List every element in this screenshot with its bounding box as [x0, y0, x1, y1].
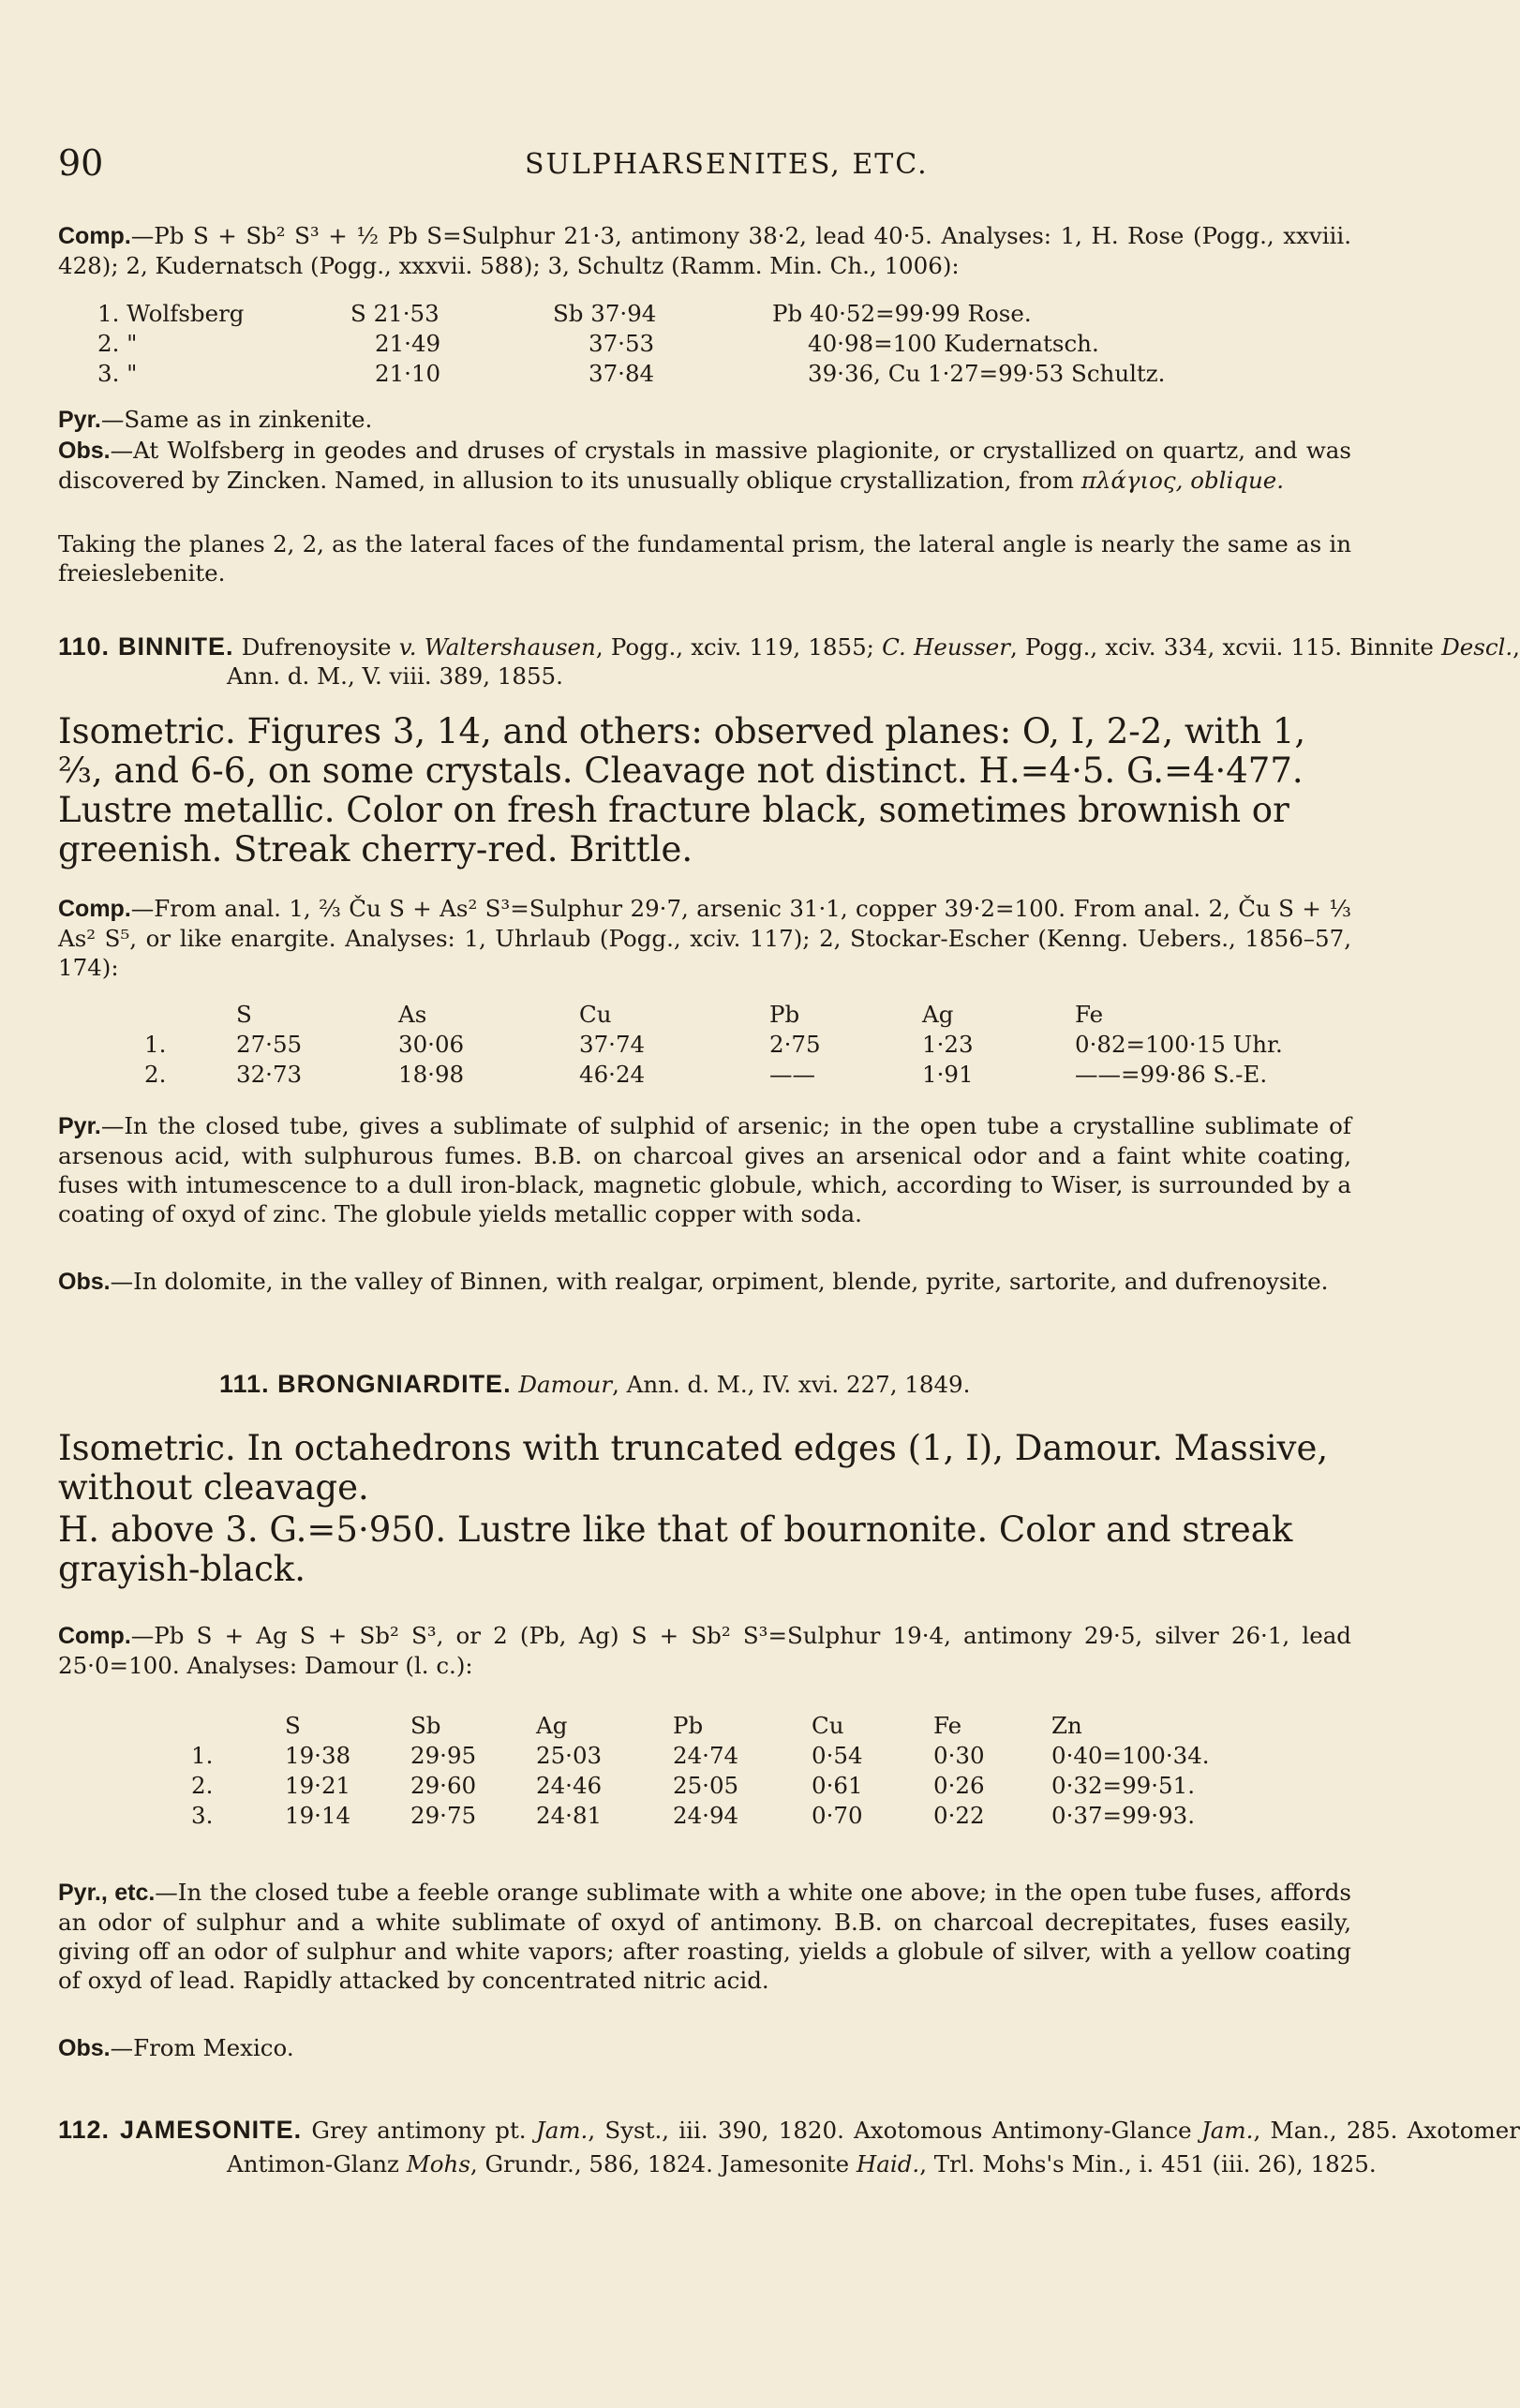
jamesonite-heading: 112. JAMESONITE.: [58, 2116, 303, 2144]
table-row: [187, 1772, 1214, 1802]
table-row: [94, 330, 1169, 360]
running-header: [58, 142, 1351, 184]
table-cell: 3.: [191, 1802, 214, 1829]
description-text: Isometric. Figures 3, 14, and others: observed planes: O, I, 2-2, with 1, ⅔, and 6-6, on some crystals. Cleavage not distinct. H.=4·5. G.=4·477. Lustre metallic. Color on fresh fracture black, sometimes brownish or greenish. Streak cherry-red. Brittle.: [58, 711, 1306, 870]
table-cell: 37·53: [589, 330, 655, 357]
table-cell: 29·95: [410, 1742, 477, 1769]
binnite-description: [58, 712, 1351, 870]
ref-author: Mohs: [406, 2150, 470, 2178]
table-cell: S 21·53: [350, 300, 440, 327]
table-cell: 29·60: [410, 1772, 477, 1799]
table-cell: 0·82=100·15 Uhr.: [1075, 1031, 1283, 1058]
table-header-row: [187, 1712, 1214, 1742]
jamesonite-header: [58, 2113, 1520, 2181]
table-cell: 32·73: [236, 1061, 303, 1088]
pyr-label: Pyr., etc.: [58, 1880, 156, 1906]
table-cell: 1·91: [922, 1061, 974, 1088]
binnite-header: [58, 632, 1520, 691]
table-cell: 1·23: [922, 1031, 974, 1058]
obs-text: —At Wolfsberg in geodes and druses of crystals in massive plagionite, or crystallized on quartz, and was discovered by Zincken. Named, in allusion to its unusually oblique crystallization, from: [58, 437, 1351, 494]
brongniardite-obs-paragraph: [58, 2033, 1351, 2063]
table-cell: 24·74: [673, 1742, 739, 1769]
table-header-cell: As: [398, 1001, 427, 1028]
pyr-label: Pyr.: [58, 1113, 101, 1139]
table-header-cell: Ag: [536, 1712, 568, 1739]
ref-author: Jam.: [535, 2117, 589, 2144]
pyr-text: —In the closed tube a feeble orange sublimate with a white one above; in the open tube fuses, affords an odor of sulphur and a white sublimate of oxyd of antimony. B.B. on charcoal decrepitates, fuses easily, giving off an odor of sulphur and white vapors; after roasting, yields a globule of silver, with a yellow coating of oxyd of lead. Rapidly attacked by concentrated nitric acid.: [58, 1879, 1351, 1994]
table-cell: 0·32=99·51.: [1051, 1772, 1196, 1799]
table-cell: 27·55: [236, 1031, 303, 1058]
table-cell: 30·06: [398, 1031, 465, 1058]
pyr-text: —In the closed tube, gives a sublimate of sulphid of arsenic; in the open tube a crystalline sublimate of arsenous acid, with sulphurous fumes. B.B. on charcoal gives an arsenical odor and a faint white coating, fuses with intumescence to a dull iron-black, magnetic globule, which, according to Wiser, is surrounded by a coating of oxyd of zinc. The globule yields metallic copper with soda.: [58, 1112, 1351, 1227]
table-cell: 25·03: [536, 1742, 603, 1769]
brongniardite-heading: 111. BRONGNIARDITE.: [219, 1370, 512, 1398]
ref-author: v. Waltershausen: [398, 633, 596, 661]
prev-obs-paragraph: [58, 436, 1351, 495]
obs-text: —From Mexico.: [110, 2034, 294, 2061]
ref-author: Haid.: [856, 2150, 920, 2178]
table-cell: 0·61: [812, 1772, 863, 1799]
brongniardite-description-2: [58, 1510, 1351, 1589]
description-text: H. above 3. G.=5·950. Lustre like that of bournonite. Color and streak grayish-black.: [58, 1509, 1293, 1589]
table-cell: 37·74: [579, 1031, 646, 1058]
table-header-row: [141, 1001, 1287, 1031]
taking-text: Taking the planes 2, 2, as the lateral faces of the fundamental prism, the lateral angle is nearly the same as in freieslebenite.: [58, 530, 1351, 587]
greek-word: πλάγιος, oblique.: [1080, 467, 1285, 494]
table-header-cell: [141, 1001, 232, 1031]
table-cell: 29·75: [410, 1802, 477, 1829]
table-cell: 25·05: [673, 1772, 739, 1799]
table-header-cell: S: [236, 1001, 252, 1028]
ref-text: , Grundr., 586, 1824. Jamesonite: [469, 2150, 850, 2178]
ref-text: , Man., 285. Axotomer Antimon-Glanz: [227, 2117, 1520, 2178]
table-cell: 24·46: [536, 1772, 603, 1799]
description-text: Isometric. In octahedrons with truncated edges (1, I), Damour. Massive, without cleavage.: [58, 1428, 1329, 1508]
ref-author: C. Heusser: [882, 633, 1011, 661]
binnite-analysis-table: [141, 1001, 1287, 1091]
ref-text: , Ann. d. M., IV. xvi. 227, 1849.: [612, 1371, 971, 1398]
table-cell: 0·26: [933, 1772, 985, 1799]
table-cell: 0·54: [812, 1742, 863, 1769]
prev-taking-paragraph: [58, 529, 1351, 587]
table-header-cell: [187, 1712, 281, 1742]
table-row: [141, 1031, 1287, 1061]
ref-text: , Pogg., xciv. 334, xcvii. 115. Binnite: [1010, 633, 1434, 661]
obs-label: Obs.: [58, 2035, 111, 2061]
table-cell: 2·75: [769, 1031, 821, 1058]
table-row: [187, 1742, 1214, 1772]
table-row: [94, 360, 1169, 390]
prev-pyr-paragraph: [58, 405, 1351, 435]
prev-analysis-table: [94, 300, 1169, 390]
prev-comp-paragraph: [58, 221, 1351, 280]
table-header-cell: Cu: [579, 1001, 612, 1028]
page-number: 90: [58, 142, 104, 184]
ref-text: , Ann. d. M., V. viii. 389, 1855.: [227, 633, 1520, 690]
table-cell: 0·37=99·93.: [1051, 1802, 1196, 1829]
table-cell: 1. Wolfsberg: [97, 300, 245, 327]
table-header-cell: Pb: [673, 1712, 704, 1739]
brongniardite-description-1: [58, 1429, 1351, 1508]
table-cell: 18·98: [398, 1061, 465, 1088]
ref-author: Jam.: [1200, 2117, 1254, 2144]
table-cell: 37·84: [589, 360, 655, 387]
table-cell: 46·24: [579, 1061, 646, 1088]
comp-text: —Pb S + Sb² S³ + ½ Pb S=Sulphur 21·3, antimony 38·2, lead 40·5. Analyses: 1, H. Rose (Pogg., xxviii. 428); 2, Kudernatsch (Pogg., xxxvii. 588); 3, Schultz (Ramm. Min. Ch., 1006):: [58, 222, 1351, 279]
brongniardite-comp-paragraph: [58, 1621, 1351, 1680]
running-title: SULPHARSENITES, ETC.: [525, 148, 929, 181]
binnite-heading: 110. BINNITE.: [58, 632, 234, 661]
table-cell: 0·30: [933, 1742, 985, 1769]
table-cell: 24·94: [673, 1802, 739, 1829]
table-cell: 2. ": [97, 330, 138, 357]
table-cell: 21·10: [375, 360, 441, 387]
table-cell: ——: [769, 1061, 815, 1088]
obs-text: —In dolomite, in the valley of Binnen, with realgar, orpiment, blende, pyrite, sartorite, and dufrenoysite.: [110, 1268, 1329, 1295]
table-cell: 1.: [144, 1031, 167, 1058]
table-row: [94, 300, 1169, 330]
comp-text: —From anal. 1, ⅔ Ču S + As² S³=Sulphur 29·7, arsenic 31·1, copper 39·2=100. From anal. 2, Ču S + ⅓ As² S⁵, or like enargite. Analyses: 1, Uhrlaub (Pogg., xciv. 117); 2, Stockar-Escher (Kenng. Uebers., 1856–57, 174):: [58, 895, 1351, 981]
comp-label: Comp.: [58, 896, 131, 922]
ref-text: , Trl. Mohs's Min., i. 451 (iii. 26), 1825.: [919, 2150, 1377, 2178]
table-cell: 39·36, Cu 1·27=99·53 Schultz.: [808, 360, 1166, 387]
table-cell: 0·70: [812, 1802, 863, 1829]
pyr-label: Pyr.: [58, 407, 101, 433]
binnite-pyr-paragraph: [58, 1111, 1351, 1228]
table-cell: Sb 37·94: [553, 300, 657, 327]
table-cell: ——=99·86 S.-E.: [1075, 1061, 1268, 1088]
table-cell: 0·22: [933, 1802, 985, 1829]
ref-text: Grey antimony pt.: [311, 2117, 527, 2144]
table-header-cell: Sb: [410, 1712, 441, 1739]
brongniardite-analysis-table: [187, 1712, 1214, 1832]
table-header-cell: Ag: [922, 1001, 954, 1028]
table-cell: 0·40=100·34.: [1051, 1742, 1210, 1769]
brongniardite-pyr-paragraph: [58, 1878, 1351, 1995]
table-header-cell: S: [285, 1712, 301, 1739]
table-cell: 19·21: [285, 1772, 351, 1799]
ref-text: Dufrenoysite: [241, 633, 392, 661]
pyr-text: —Same as in zinkenite.: [100, 406, 373, 433]
table-cell: 2.: [144, 1061, 167, 1088]
table-cell: 2.: [191, 1772, 214, 1799]
table-header-cell: Cu: [812, 1712, 844, 1739]
binnite-obs-paragraph: [58, 1267, 1351, 1297]
table-cell: 19·14: [285, 1802, 351, 1829]
ref-text: , Pogg., xciv. 119, 1855;: [595, 633, 874, 661]
comp-text: —Pb S + Ag S + Sb² S³, or 2 (Pb, Ag) S + Sb² S³=Sulphur 19·4, antimony 29·5, silver 26·1, lead 25·0=100. Analyses: Damour (l. c.):: [58, 1622, 1351, 1679]
ref-author: Descl.: [1441, 633, 1513, 661]
table-cell: Pb 40·52=99·99 Rose.: [772, 300, 1032, 327]
table-cell: 40·98=100 Kudernatsch.: [808, 330, 1099, 357]
table-cell: 3. ": [97, 360, 138, 387]
comp-label: Comp.: [58, 223, 131, 249]
table-cell: 19·38: [285, 1742, 351, 1769]
ref-author: Damour: [518, 1371, 613, 1398]
table-cell: 21·49: [375, 330, 441, 357]
table-header-cell: Zn: [1051, 1712, 1082, 1739]
table-row: [141, 1061, 1287, 1091]
brongniardite-header: [58, 1370, 1513, 1399]
table-header-cell: Pb: [769, 1001, 800, 1028]
table-header-cell: Fe: [933, 1712, 962, 1739]
ref-text: , Syst., iii. 390, 1820. Axotomous Antimony-Glance: [588, 2117, 1192, 2144]
comp-label: Comp.: [58, 1623, 131, 1649]
table-header-cell: Fe: [1075, 1001, 1104, 1028]
table-row: [187, 1802, 1214, 1832]
binnite-comp-paragraph: [58, 894, 1351, 982]
obs-label: Obs.: [58, 1269, 111, 1295]
obs-label: Obs.: [58, 438, 111, 464]
table-cell: 24·81: [536, 1802, 603, 1829]
table-cell: 1.: [191, 1742, 214, 1769]
